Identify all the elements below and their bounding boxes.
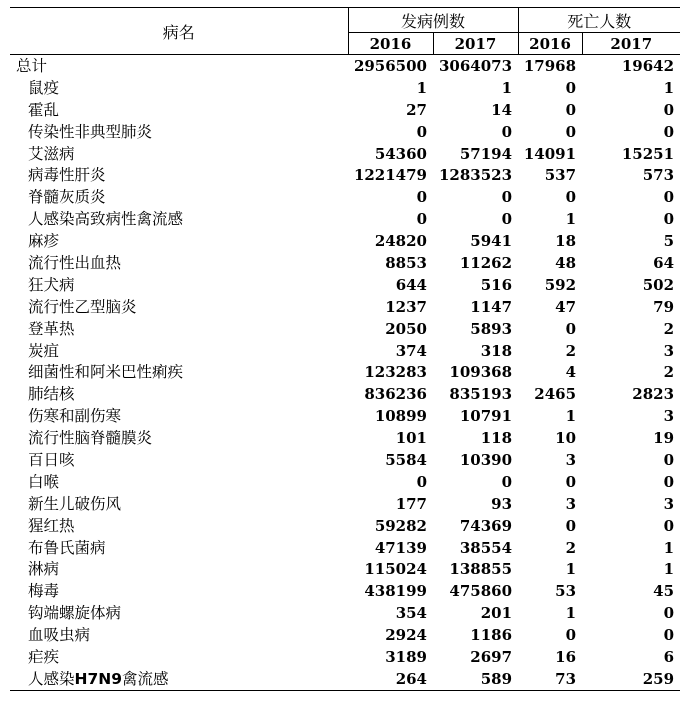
table-header	[10, 8, 680, 55]
deaths-2017-cell: 19642	[621, 56, 675, 75]
disease-name-cell: 流行性乙型脑炎	[28, 297, 137, 316]
cases-2017-cell: 10791	[459, 407, 513, 426]
deaths-2016-cell: 3	[565, 450, 577, 469]
table-row	[10, 361, 680, 383]
header-deaths: 死亡人数	[518, 8, 680, 33]
deaths-2017-cell: 259	[582, 668, 680, 690]
disease-name-cell: 布鲁氏菌病	[28, 538, 106, 557]
disease-statistics-table-container	[10, 7, 680, 691]
deaths-2016-cell: 14091	[523, 144, 577, 163]
cases-2017-cell: 1186	[470, 626, 513, 645]
deaths-2017-cell: 0	[663, 626, 675, 645]
cases-2017-cell: 10390	[459, 450, 513, 469]
disease-name-cell: 疟疾	[28, 647, 60, 666]
deaths-2016-cell: 592	[544, 275, 577, 294]
table-row	[10, 318, 680, 340]
disease-name-cell: 鼠疫	[28, 78, 60, 97]
deaths-2016-cell: 0	[565, 472, 577, 491]
deaths-2016-cell: 16	[555, 647, 577, 666]
table-row	[10, 493, 680, 515]
deaths-2016-cell: 0	[565, 100, 577, 119]
cases-2017-cell: 1147	[470, 297, 513, 316]
cases-2017-cell: 1	[501, 78, 513, 97]
cases-2017-cell: 74369	[459, 516, 513, 535]
deaths-2017-cell: 19	[653, 429, 675, 448]
deaths-2016-cell: 0	[565, 319, 577, 338]
cases-2017-cell: 38554	[459, 538, 513, 557]
cases-2017-cell: 589	[433, 668, 518, 690]
deaths-2016-cell: 2	[565, 341, 577, 360]
cases-2016-cell: 27	[406, 100, 427, 119]
cases-2016-cell: 24820	[374, 232, 427, 251]
table-row	[10, 668, 680, 690]
cases-2016-cell: 354	[395, 604, 427, 623]
table-row	[10, 427, 680, 449]
cases-2016-cell: 264	[348, 668, 433, 690]
deaths-2016-cell: 2	[565, 538, 577, 557]
table-row	[10, 230, 680, 252]
table-row	[10, 558, 680, 580]
cases-2017-cell: 109368	[449, 363, 513, 382]
table-row	[10, 186, 680, 208]
deaths-2016-cell: 73	[518, 668, 582, 690]
table-row	[10, 515, 680, 537]
cases-2017-cell: 5893	[470, 319, 513, 338]
disease-name-cell: 百日咳	[28, 450, 75, 469]
cases-2017-cell: 118	[480, 429, 513, 448]
deaths-2017-cell: 3	[663, 407, 675, 426]
disease-name-cell: 人感染H7N9禽流感	[10, 668, 348, 690]
deaths-2017-cell: 64	[653, 253, 675, 272]
cases-2016-cell: 2050	[385, 319, 427, 338]
cases-2017-cell: 0	[501, 472, 513, 491]
deaths-2017-cell: 0	[663, 604, 675, 623]
disease-name-cell: 霍乱	[28, 100, 60, 119]
deaths-2017-cell: 45	[653, 582, 675, 601]
cases-2016-cell: 0	[416, 122, 427, 141]
deaths-2017-cell: 0	[663, 122, 675, 141]
disease-name-cell: 细菌性和阿米巴性痢疾	[28, 363, 184, 382]
cases-2017-cell: 138855	[449, 560, 513, 579]
disease-name-cell: 猩红热	[28, 516, 75, 535]
disease-name-cell: 炭疽	[28, 341, 60, 360]
table-row	[10, 405, 680, 427]
deaths-2017-cell: 573	[642, 166, 675, 185]
cases-2016-cell: 374	[395, 341, 427, 360]
cases-2016-cell: 5584	[385, 450, 427, 469]
table-row	[10, 143, 680, 165]
table-row	[10, 208, 680, 230]
cases-2017-cell: 0	[501, 188, 513, 207]
cases-2017-cell: 1283523	[438, 166, 513, 185]
disease-name-cell: 血吸虫病	[28, 626, 91, 645]
cases-2016-cell: 8853	[385, 253, 427, 272]
deaths-2016-cell: 0	[565, 122, 577, 141]
table-row	[10, 340, 680, 362]
cases-2017-cell: 201	[480, 604, 513, 623]
deaths-2016-cell: 0	[565, 626, 577, 645]
deaths-2017-cell: 1	[663, 560, 675, 579]
disease-name-cell: 梅毒	[28, 582, 60, 601]
deaths-2016-cell: 4	[565, 363, 577, 382]
disease-name-cell: 狂犬病	[28, 275, 75, 294]
table-row	[10, 164, 680, 186]
cases-2017-cell: 93	[491, 494, 513, 513]
header-disease-name: 病名	[10, 8, 348, 55]
deaths-2017-cell: 79	[653, 297, 675, 316]
disease-name-cell: 麻疹	[28, 232, 60, 251]
header-cases-2017: 2017	[433, 33, 518, 55]
disease-name-cell: 流行性出血热	[28, 253, 122, 272]
disease-name-cell: 肺结核	[28, 385, 75, 404]
deaths-2016-cell: 1	[565, 210, 577, 229]
cases-2017-cell: 5941	[470, 232, 513, 251]
cases-2017-cell: 57194	[459, 144, 513, 163]
header-deaths-2016: 2016	[518, 33, 582, 55]
cases-2017-cell: 0	[501, 210, 513, 229]
disease-name-cell: 病毒性肝炎	[28, 166, 106, 185]
table-row-total	[10, 55, 680, 77]
table-row	[10, 252, 680, 274]
deaths-2017-cell: 1	[663, 78, 675, 97]
deaths-2017-cell: 0	[663, 188, 675, 207]
header-cases-2016: 2016	[348, 33, 433, 55]
table-row	[10, 296, 680, 318]
table-row	[10, 121, 680, 143]
deaths-2016-cell: 17968	[523, 56, 577, 75]
cases-2017-cell: 835193	[449, 385, 513, 404]
deaths-2016-cell: 53	[555, 582, 577, 601]
cases-2016-cell: 836236	[364, 385, 427, 404]
table-row	[10, 99, 680, 121]
deaths-2017-cell: 2823	[632, 385, 675, 404]
cases-2016-cell: 1	[416, 78, 427, 97]
cases-2017-cell: 14	[491, 100, 513, 119]
table-row	[10, 383, 680, 405]
disease-name-cell: 新生儿破伤风	[28, 494, 122, 513]
table-row	[10, 274, 680, 296]
header-deaths-2017: 2017	[582, 33, 680, 55]
cases-2017-cell: 0	[501, 122, 513, 141]
disease-name-cell: 人感染高致病性禽流感	[28, 210, 184, 229]
cases-2017-cell: 516	[480, 275, 513, 294]
deaths-2017-cell: 0	[663, 516, 675, 535]
disease-name-cell: 总计	[16, 56, 48, 75]
disease-name-cell: 脊髓灰质炎	[28, 188, 106, 207]
deaths-2017-cell: 5	[663, 232, 675, 251]
cases-2017-cell: 475860	[449, 582, 513, 601]
cases-2017-cell: 2697	[470, 647, 513, 666]
table-row	[10, 449, 680, 471]
deaths-2017-cell: 1	[663, 538, 675, 557]
table-row	[10, 580, 680, 602]
table-row	[10, 471, 680, 493]
cases-2016-cell: 1237	[385, 297, 427, 316]
cases-2016-cell: 2924	[385, 626, 427, 645]
deaths-2017-cell: 0	[663, 100, 675, 119]
cases-2017-cell: 3064073	[438, 56, 513, 75]
deaths-2016-cell: 537	[544, 166, 577, 185]
cases-2016-cell: 123283	[364, 363, 427, 382]
deaths-2016-cell: 1	[565, 560, 577, 579]
deaths-2017-cell: 2	[663, 319, 675, 338]
table-row	[10, 602, 680, 624]
table-body	[10, 55, 680, 691]
cases-2016-cell: 1221479	[353, 166, 427, 185]
deaths-2017-cell: 502	[642, 275, 675, 294]
cases-2017-cell: 11262	[459, 253, 513, 272]
table-row	[10, 624, 680, 646]
deaths-2017-cell: 3	[663, 494, 675, 513]
cases-2016-cell: 177	[395, 494, 427, 513]
cases-2016-cell: 59282	[374, 516, 427, 535]
deaths-2016-cell: 2465	[534, 385, 577, 404]
disease-name-cell: 伤寒和副伤寒	[28, 407, 122, 426]
deaths-2017-cell: 2	[663, 363, 675, 382]
cases-2016-cell: 0	[416, 472, 427, 491]
deaths-2017-cell: 0	[663, 450, 675, 469]
deaths-2016-cell: 47	[555, 297, 577, 316]
deaths-2017-cell: 0	[663, 472, 675, 491]
cases-2017-cell: 318	[480, 341, 513, 360]
cases-2016-cell: 10899	[374, 407, 427, 426]
disease-statistics-table	[10, 7, 680, 691]
cases-2016-cell: 438199	[364, 582, 427, 601]
deaths-2016-cell: 1	[565, 407, 577, 426]
cases-2016-cell: 644	[395, 275, 427, 294]
cases-2016-cell: 0	[416, 188, 427, 207]
disease-name-cell: 传染性非典型肺炎	[28, 122, 153, 141]
deaths-2016-cell: 3	[565, 494, 577, 513]
deaths-2016-cell: 1	[565, 604, 577, 623]
table-row	[10, 77, 680, 99]
disease-name-cell: 艾滋病	[28, 144, 75, 163]
deaths-2016-cell: 18	[555, 232, 577, 251]
cases-2016-cell: 101	[395, 429, 427, 448]
cases-2016-cell: 115024	[364, 560, 427, 579]
cases-2016-cell: 54360	[374, 144, 427, 163]
table-row	[10, 646, 680, 668]
cases-2016-cell: 47139	[374, 538, 427, 557]
disease-name-cell: 白喉	[28, 472, 60, 491]
disease-name-cell: 流行性脑脊髓膜炎	[28, 429, 153, 448]
cases-2016-cell: 3189	[385, 647, 427, 666]
deaths-2016-cell: 0	[565, 78, 577, 97]
table-row	[10, 537, 680, 559]
deaths-2016-cell: 0	[565, 516, 577, 535]
cases-2016-cell: 0	[416, 210, 427, 229]
disease-name-cell: 淋病	[28, 560, 60, 579]
deaths-2016-cell: 0	[565, 188, 577, 207]
disease-name-cell: 钩端螺旋体病	[28, 604, 122, 623]
deaths-2017-cell: 6	[663, 647, 675, 666]
deaths-2017-cell: 15251	[621, 144, 675, 163]
disease-name-cell: 登革热	[28, 319, 75, 338]
deaths-2016-cell: 10	[555, 429, 577, 448]
deaths-2017-cell: 0	[663, 210, 675, 229]
cases-2016-cell: 2956500	[353, 56, 427, 75]
deaths-2016-cell: 48	[555, 253, 577, 272]
deaths-2017-cell: 3	[663, 341, 675, 360]
header-cases: 发病例数	[348, 8, 518, 33]
